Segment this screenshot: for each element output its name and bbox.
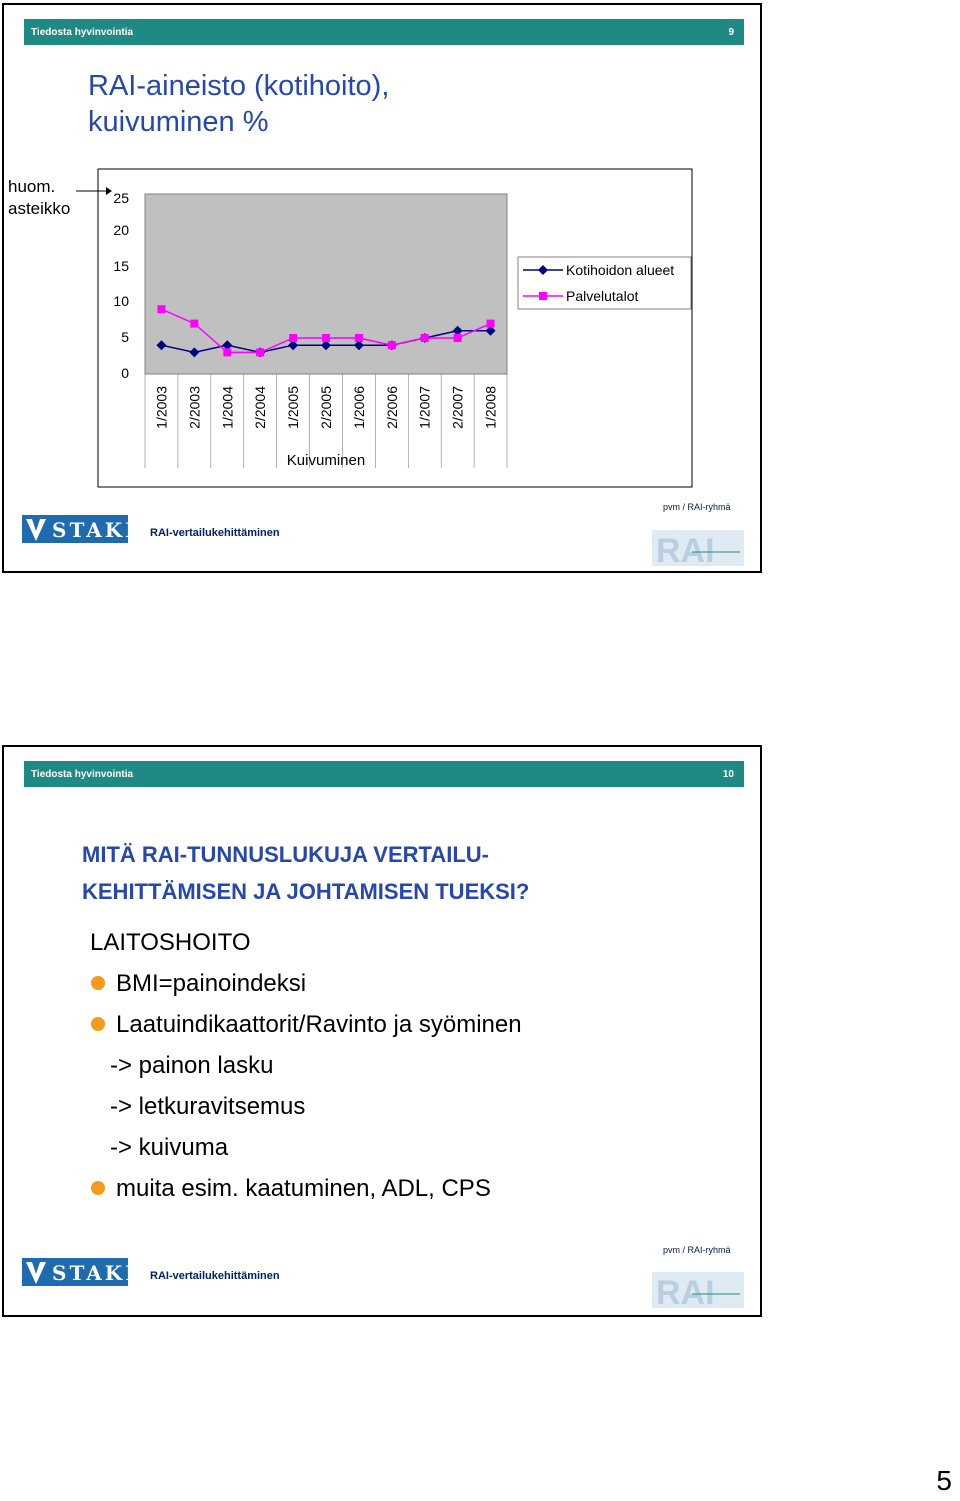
y-tick-label: 25 [113,190,129,206]
x-tick-label: 2/2006 [383,386,400,429]
stakes-logo-text: STAKES [52,518,161,542]
slide-header-bar [24,19,744,45]
slide-title-line: KEHITTÄMISEN JA JOHTAMISEN TUEKSI? [82,879,530,904]
data-point [355,334,363,342]
chart-legend [518,257,691,309]
y-tick-label: 10 [113,293,129,309]
list-item [88,963,522,1004]
data-point [487,320,495,328]
stakes-logo-text: STAKES [52,1261,161,1285]
data-point [388,341,396,349]
y-tick-label: 5 [121,329,129,345]
x-tick-label: 2/2003 [186,386,203,429]
slide-number: 10 [722,769,734,780]
scale-note-line: huom. [8,177,56,196]
sub-list-item: -> painon lasku [110,1052,274,1079]
list-item-text: muita esim. kaatuminen, ADL, CPS [116,1175,491,1202]
y-tick-label: 15 [113,258,129,274]
slide-number: 9 [728,27,734,38]
page-number: 5 [936,1465,952,1496]
footer-date-group: pvm / RAI-ryhmä [663,1245,731,1255]
x-tick-label: 1/2008 [482,386,499,429]
stakes-logo [22,515,161,543]
slide-title-line: kuivuminen % [88,106,269,138]
list-item [88,1168,522,1209]
slide-topic: Tiedosta hyvinvointia [31,769,134,780]
data-point [421,334,429,342]
list-item-text: BMI=painoindeksi [116,970,307,997]
slide-topic: Tiedosta hyvinvointia [31,27,134,38]
bullet-icon [91,976,105,990]
legend-label: Palvelutalot [566,288,639,304]
footer-label: RAI-vertailukehittäminen [150,527,280,539]
slide-header-bar [24,761,744,787]
rai-logo [652,530,744,570]
x-tick-label: 1/2005 [285,386,302,429]
sub-list-item: -> letkuravitsemus [110,1093,306,1120]
legend-marker [539,292,547,300]
section-heading: LAITOSHOITO [90,929,251,956]
x-tick-label: 1/2007 [416,386,433,429]
slide-body [88,922,522,1209]
scale-note-line: asteikko [8,199,71,218]
x-tick-label: 1/2004 [219,386,236,429]
slide-title [88,68,389,140]
data-point [289,334,297,342]
y-tick-label: 0 [121,365,129,381]
data-point [256,348,264,356]
list-item [88,1004,522,1045]
rai-logo [652,1272,744,1312]
slide-title-line: MITÄ RAI-TUNNUSLUKUJA VERTAILU- [82,842,489,867]
data-point [190,320,198,328]
dehydration-line-chart [97,168,693,488]
x-tick-label: 2/2007 [449,386,466,429]
bullet-icon [91,1017,105,1031]
slide-title-line: RAI-aineisto (kotihoito), [88,70,390,102]
footer-label: RAI-vertailukehittäminen [150,1270,280,1282]
x-axis-title: Kuivuminen [286,452,366,469]
data-point [454,334,462,342]
slide-title [82,836,702,910]
data-point [322,334,330,342]
x-tick-label: 1/2003 [153,386,170,429]
stakes-logo [22,1258,161,1286]
bullet-icon [91,1181,105,1195]
scale-note [8,176,70,220]
rai-logo-text: RAI [656,532,715,570]
y-tick-label: 20 [113,222,129,238]
footer-date-group: pvm / RAI-ryhmä [663,502,731,512]
data-point [223,348,231,356]
legend-label: Kotihoidon alueet [566,262,675,278]
list-item-text: Laatuindikaattorit/Ravinto ja syöminen [116,1011,522,1038]
x-tick-label: 2/2004 [252,386,269,429]
data-point [157,305,165,313]
rai-logo-text: RAI [656,1274,715,1312]
sub-list-item: -> kuivuma [110,1134,229,1161]
x-tick-label: 2/2005 [318,386,334,429]
arrow-icon [76,185,116,201]
x-tick-label: 1/2006 [350,386,367,429]
